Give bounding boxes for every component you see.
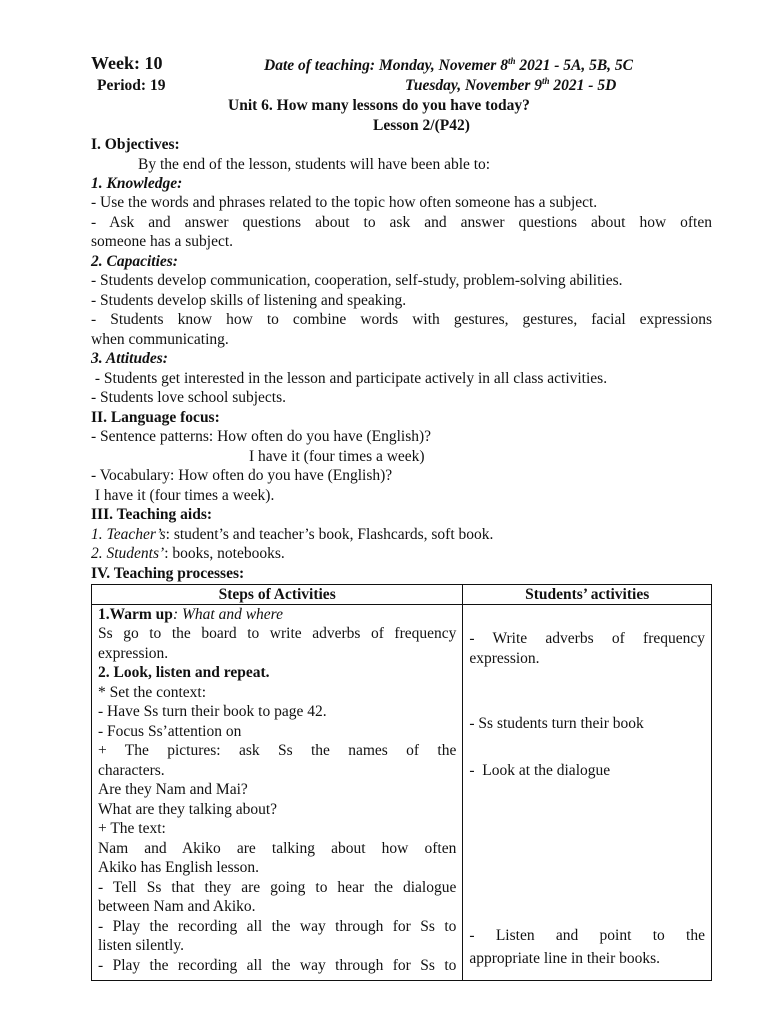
attitudes-item-1: - Students get interested in the lesson and participate actively in all class activities.	[91, 370, 608, 387]
student-activity-line: - Listen and point to the	[469, 927, 705, 944]
teaching-date-line-2: Tuesday, November 9th 2021 - 5D	[405, 75, 617, 94]
step-line: + The pictures: ask Ss the names of the	[98, 742, 457, 759]
steps-column-header: Steps of Activities	[92, 585, 463, 605]
step-line: - Have Ss turn their book to page 42.	[98, 703, 327, 720]
sentence-patterns-answer: I have it (four times a week)	[249, 448, 425, 465]
knowledge-heading: 1. Knowledge:	[91, 175, 183, 192]
capacities-item-3: - Students know how to combine words with gestures, gestures, facial expressions	[91, 311, 712, 328]
student-activity-line: - Ss students turn their book	[469, 715, 644, 732]
step-line: characters.	[98, 762, 165, 779]
capacities-item-2: - Students develop skills of listening and speaking.	[91, 292, 407, 309]
step-line: Nam and Akiko are talking about how often	[98, 840, 457, 857]
teaching-aids-heading: III. Teaching aids:	[91, 506, 213, 523]
attitudes-item-2: - Students love school subjects.	[91, 389, 287, 406]
vocabulary-answer: I have it (four times a week).	[91, 487, 275, 504]
period-label: Period: 19	[97, 77, 166, 94]
step-line: - Tell Ss that they are going to hear the dialogue	[98, 879, 457, 896]
teacher-aids: 1. Teacher’s: student’s and teacher’s book, Flashcards, soft book.	[91, 526, 494, 543]
student-aids: 2. Students’: books, notebooks.	[91, 545, 285, 562]
step-line: + The text:	[98, 820, 166, 837]
language-focus-heading: II. Language focus:	[91, 409, 220, 426]
step-line: expression.	[98, 645, 169, 662]
step-line: What are they talking about?	[98, 801, 278, 818]
week-label: Week: 10	[91, 53, 163, 73]
step-line: Ss go to the board to write adverbs of frequency	[98, 625, 457, 642]
student-activity-line: - Write adverbs of frequency	[469, 630, 705, 647]
step-line: Are they Nam and Mai?	[98, 781, 248, 798]
students-cell	[463, 605, 712, 981]
activities-table	[91, 584, 712, 981]
look-listen-heading: 2. Look, listen and repeat.	[98, 664, 270, 681]
students-column-header: Students’ activities	[463, 585, 712, 605]
lesson-title: Lesson 2/(P42)	[373, 117, 470, 134]
step-line: - Focus Ss’attention on	[98, 723, 242, 740]
steps-cell	[92, 605, 463, 981]
capacities-item-3-cont: when communicating.	[91, 331, 229, 348]
student-activity-line: expression.	[469, 650, 540, 667]
warm-up-line: 1.Warm up: What and where	[98, 606, 283, 623]
capacities-heading: 2. Capacities:	[91, 253, 178, 270]
teacher-aids-label: 1. Teacher’s	[91, 526, 166, 543]
objectives-intro: By the end of the lesson, students will have been able to:	[138, 156, 491, 173]
knowledge-item-2-cont: someone has a subject.	[91, 233, 234, 250]
vocabulary: - Vocabulary: How often do you have (English)?	[91, 467, 393, 484]
teaching-date-line-1: Date of teaching: Monday, Novemer 8th 2021 - 5A, 5B, 5C	[264, 55, 634, 74]
attitudes-heading: 3. Attitudes:	[91, 350, 168, 367]
step-line: Akiko has English lesson.	[98, 859, 260, 876]
step-line: listen silently.	[98, 937, 184, 954]
student-activity-line: - Look at the dialogue	[469, 762, 611, 779]
knowledge-item-1: - Use the words and phrases related to the topic how often someone has a subject.	[91, 194, 598, 211]
student-aids-label: 2. Students’	[91, 545, 165, 562]
step-line: - Play the recording all the way through for Ss to	[98, 957, 457, 974]
step-line: between Nam and Akiko.	[98, 898, 256, 915]
capacities-item-1: - Students develop communication, cooperation, self-study, problem-solving abilities.	[91, 272, 623, 289]
teaching-processes-heading: IV. Teaching processes:	[91, 565, 245, 582]
student-activity-line: appropriate line in their books.	[469, 950, 661, 967]
knowledge-item-2: - Ask and answer questions about to ask and answer questions about how often	[91, 214, 712, 231]
step-line: * Set the context:	[98, 684, 207, 701]
step-line: - Play the recording all the way through for Ss to	[98, 918, 457, 935]
unit-title: Unit 6. How many lessons do you have today?	[228, 97, 530, 114]
objectives-heading: I. Objectives:	[91, 136, 180, 153]
sentence-patterns: - Sentence patterns: How often do you have (English)?	[91, 428, 432, 445]
